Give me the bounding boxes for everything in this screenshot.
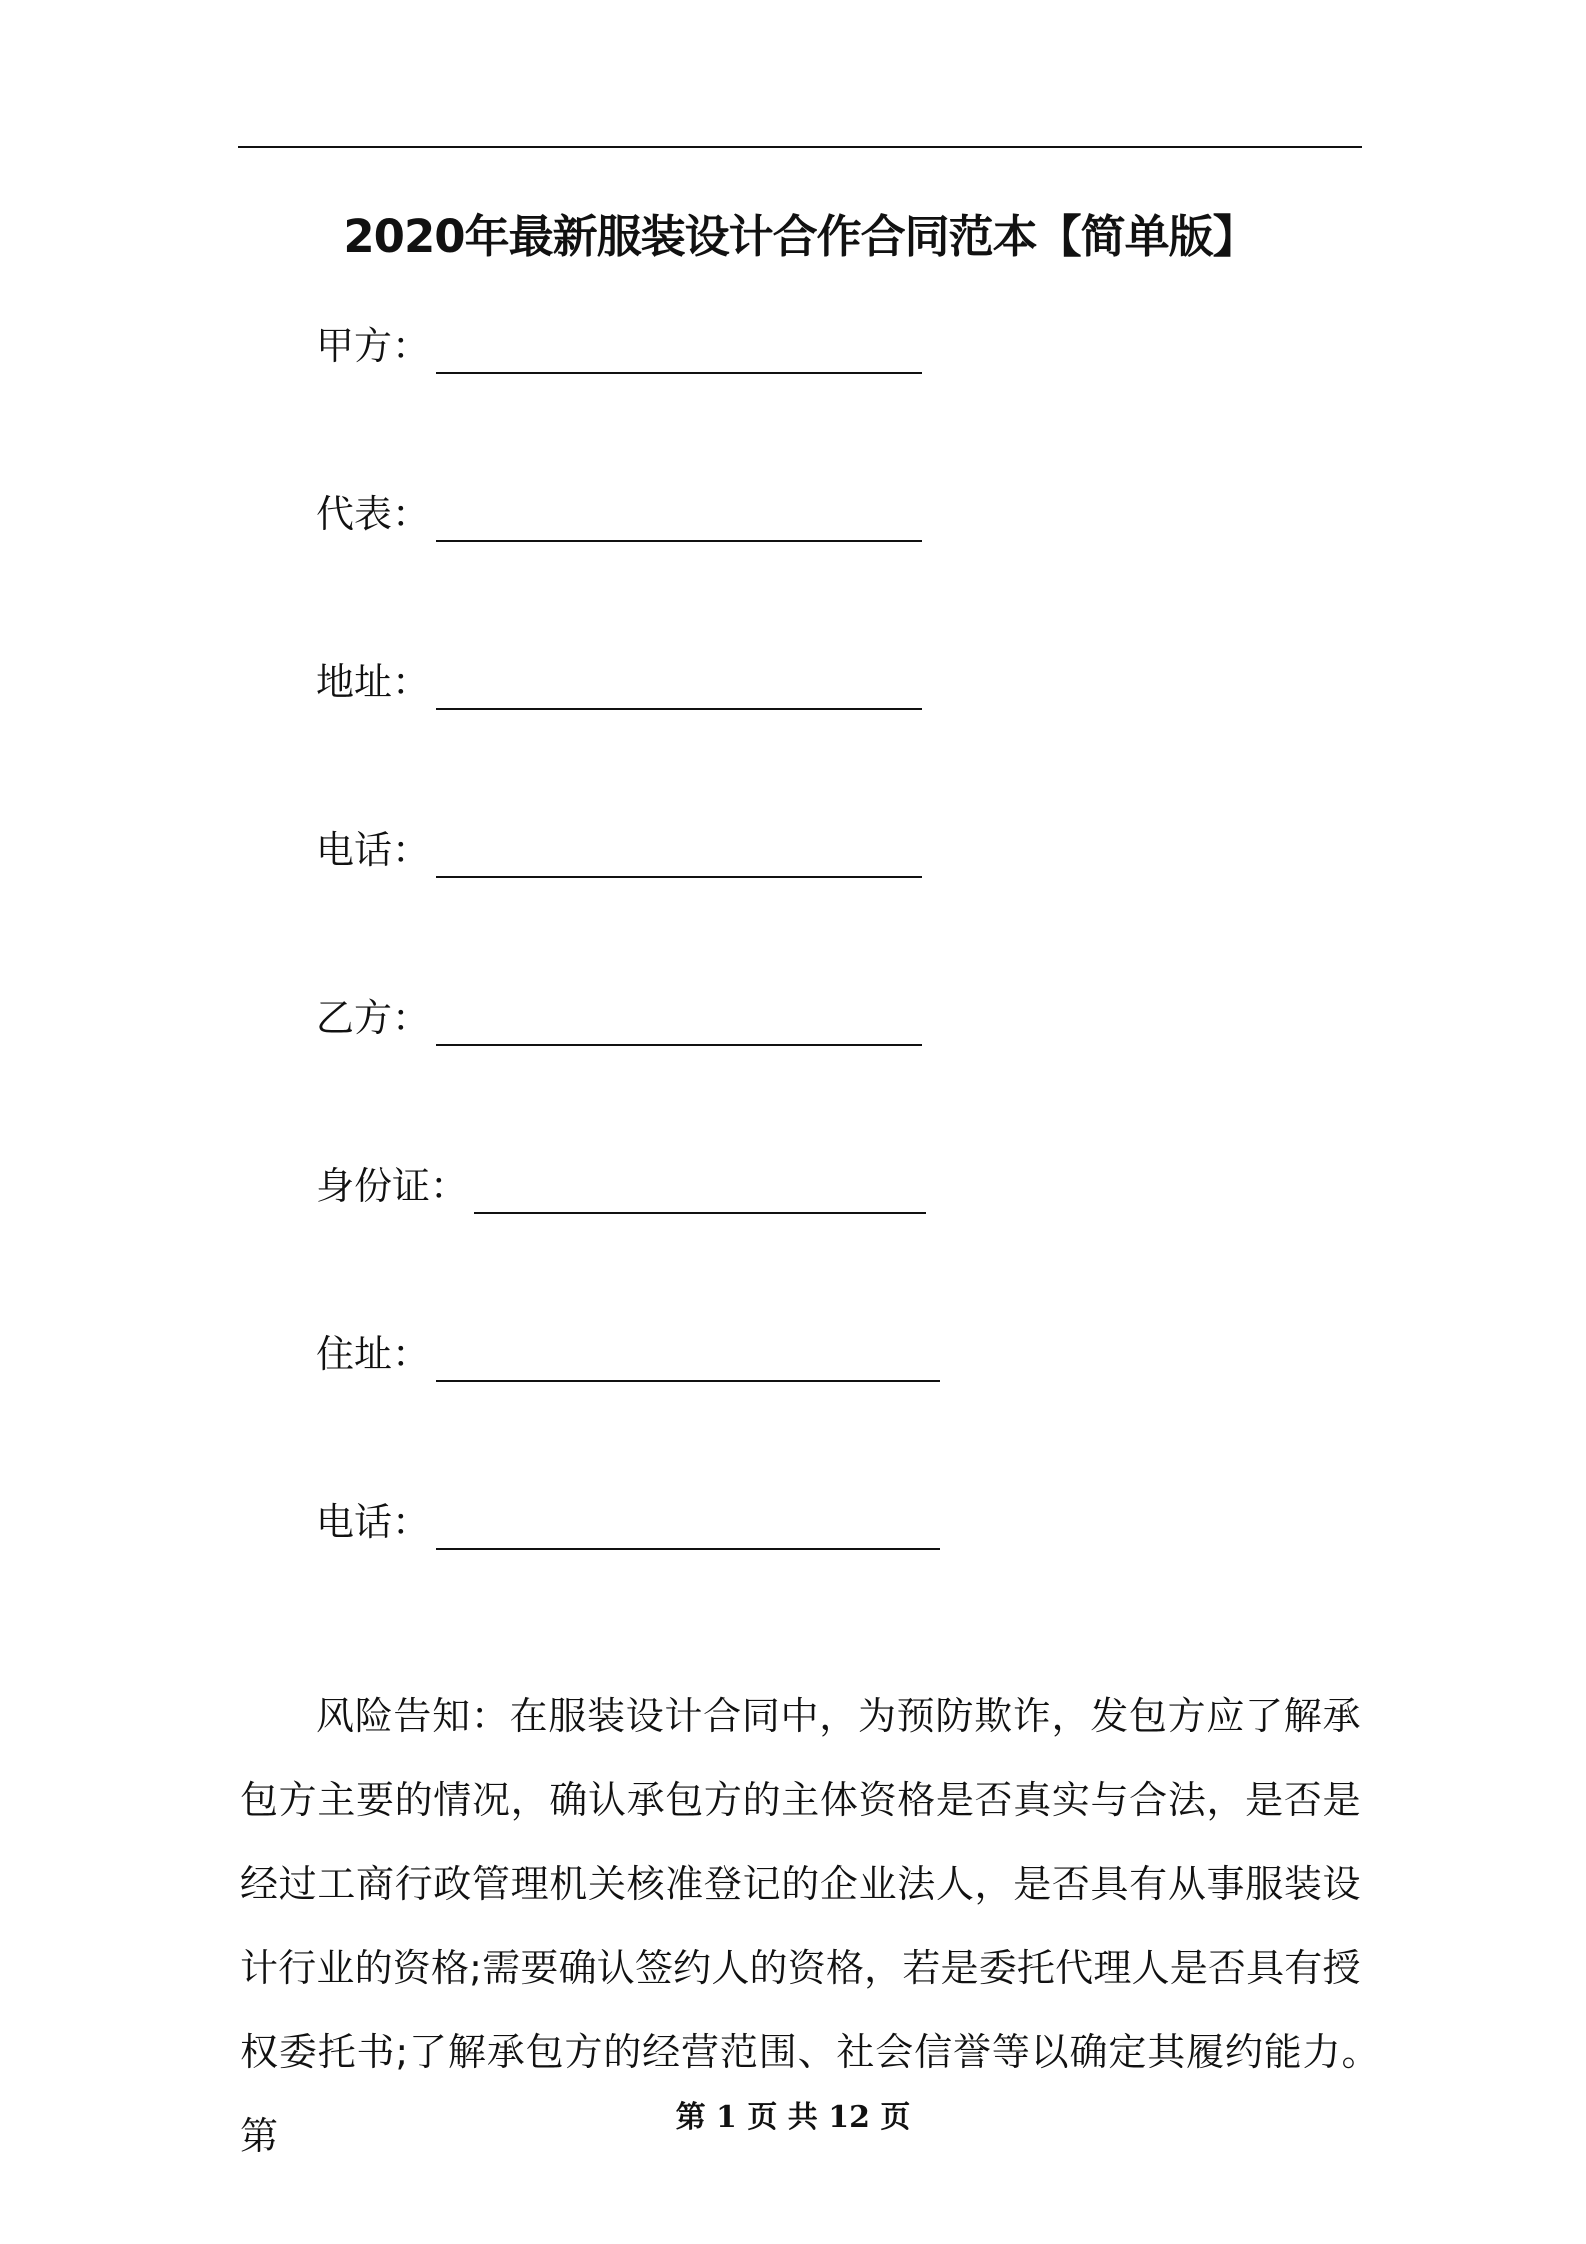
blank-line: [436, 876, 922, 878]
header-rule: [238, 146, 1362, 148]
field-party-a: [316, 324, 922, 380]
field-label: 甲方：: [316, 324, 431, 368]
field-address: [316, 660, 922, 716]
blank-line: [436, 1548, 940, 1550]
field-representative: [316, 492, 922, 548]
field-label: 住址：: [316, 1332, 431, 1376]
field-label: 电话：: [316, 1500, 431, 1544]
blank-line: [436, 708, 922, 710]
field-label: 电话：: [316, 828, 431, 872]
field-party-b: [316, 996, 922, 1052]
blank-line: [436, 1044, 922, 1046]
field-phone-a: [316, 828, 922, 884]
field-label: 代表：: [316, 492, 431, 536]
document-title: 2020年最新服装设计合作合同范本【简单版】: [343, 210, 1257, 263]
blank-line: [436, 540, 922, 542]
field-label: 乙方：: [316, 996, 431, 1040]
field-id-card: [316, 1164, 926, 1220]
blank-line: [474, 1212, 926, 1214]
page-number-footer: 第 1 页 共 12 页: [675, 2100, 911, 2135]
risk-notice-paragraph: 风险告知：在服装设计合同中，为预防欺诈，发包方应了解承包方主要的情况，确认承包方的主体资格是否真实与合法，是否是经过工商行政管理机关核准登记的企业法人，是否具有从事服装设计行业的资格;需要确认签约人的资格，若是委托代理人是否具有授权委托书;了解承包方的经营范围、社会信誉等以确定其履约能力。 第: [240, 1694, 1436, 2158]
field-residence: [316, 1332, 940, 1388]
blank-line: [436, 372, 922, 374]
field-label: 身份证：: [316, 1164, 469, 1208]
field-label: 地址：: [316, 660, 431, 704]
field-phone-b: [316, 1500, 940, 1556]
blank-line: [436, 1380, 940, 1382]
